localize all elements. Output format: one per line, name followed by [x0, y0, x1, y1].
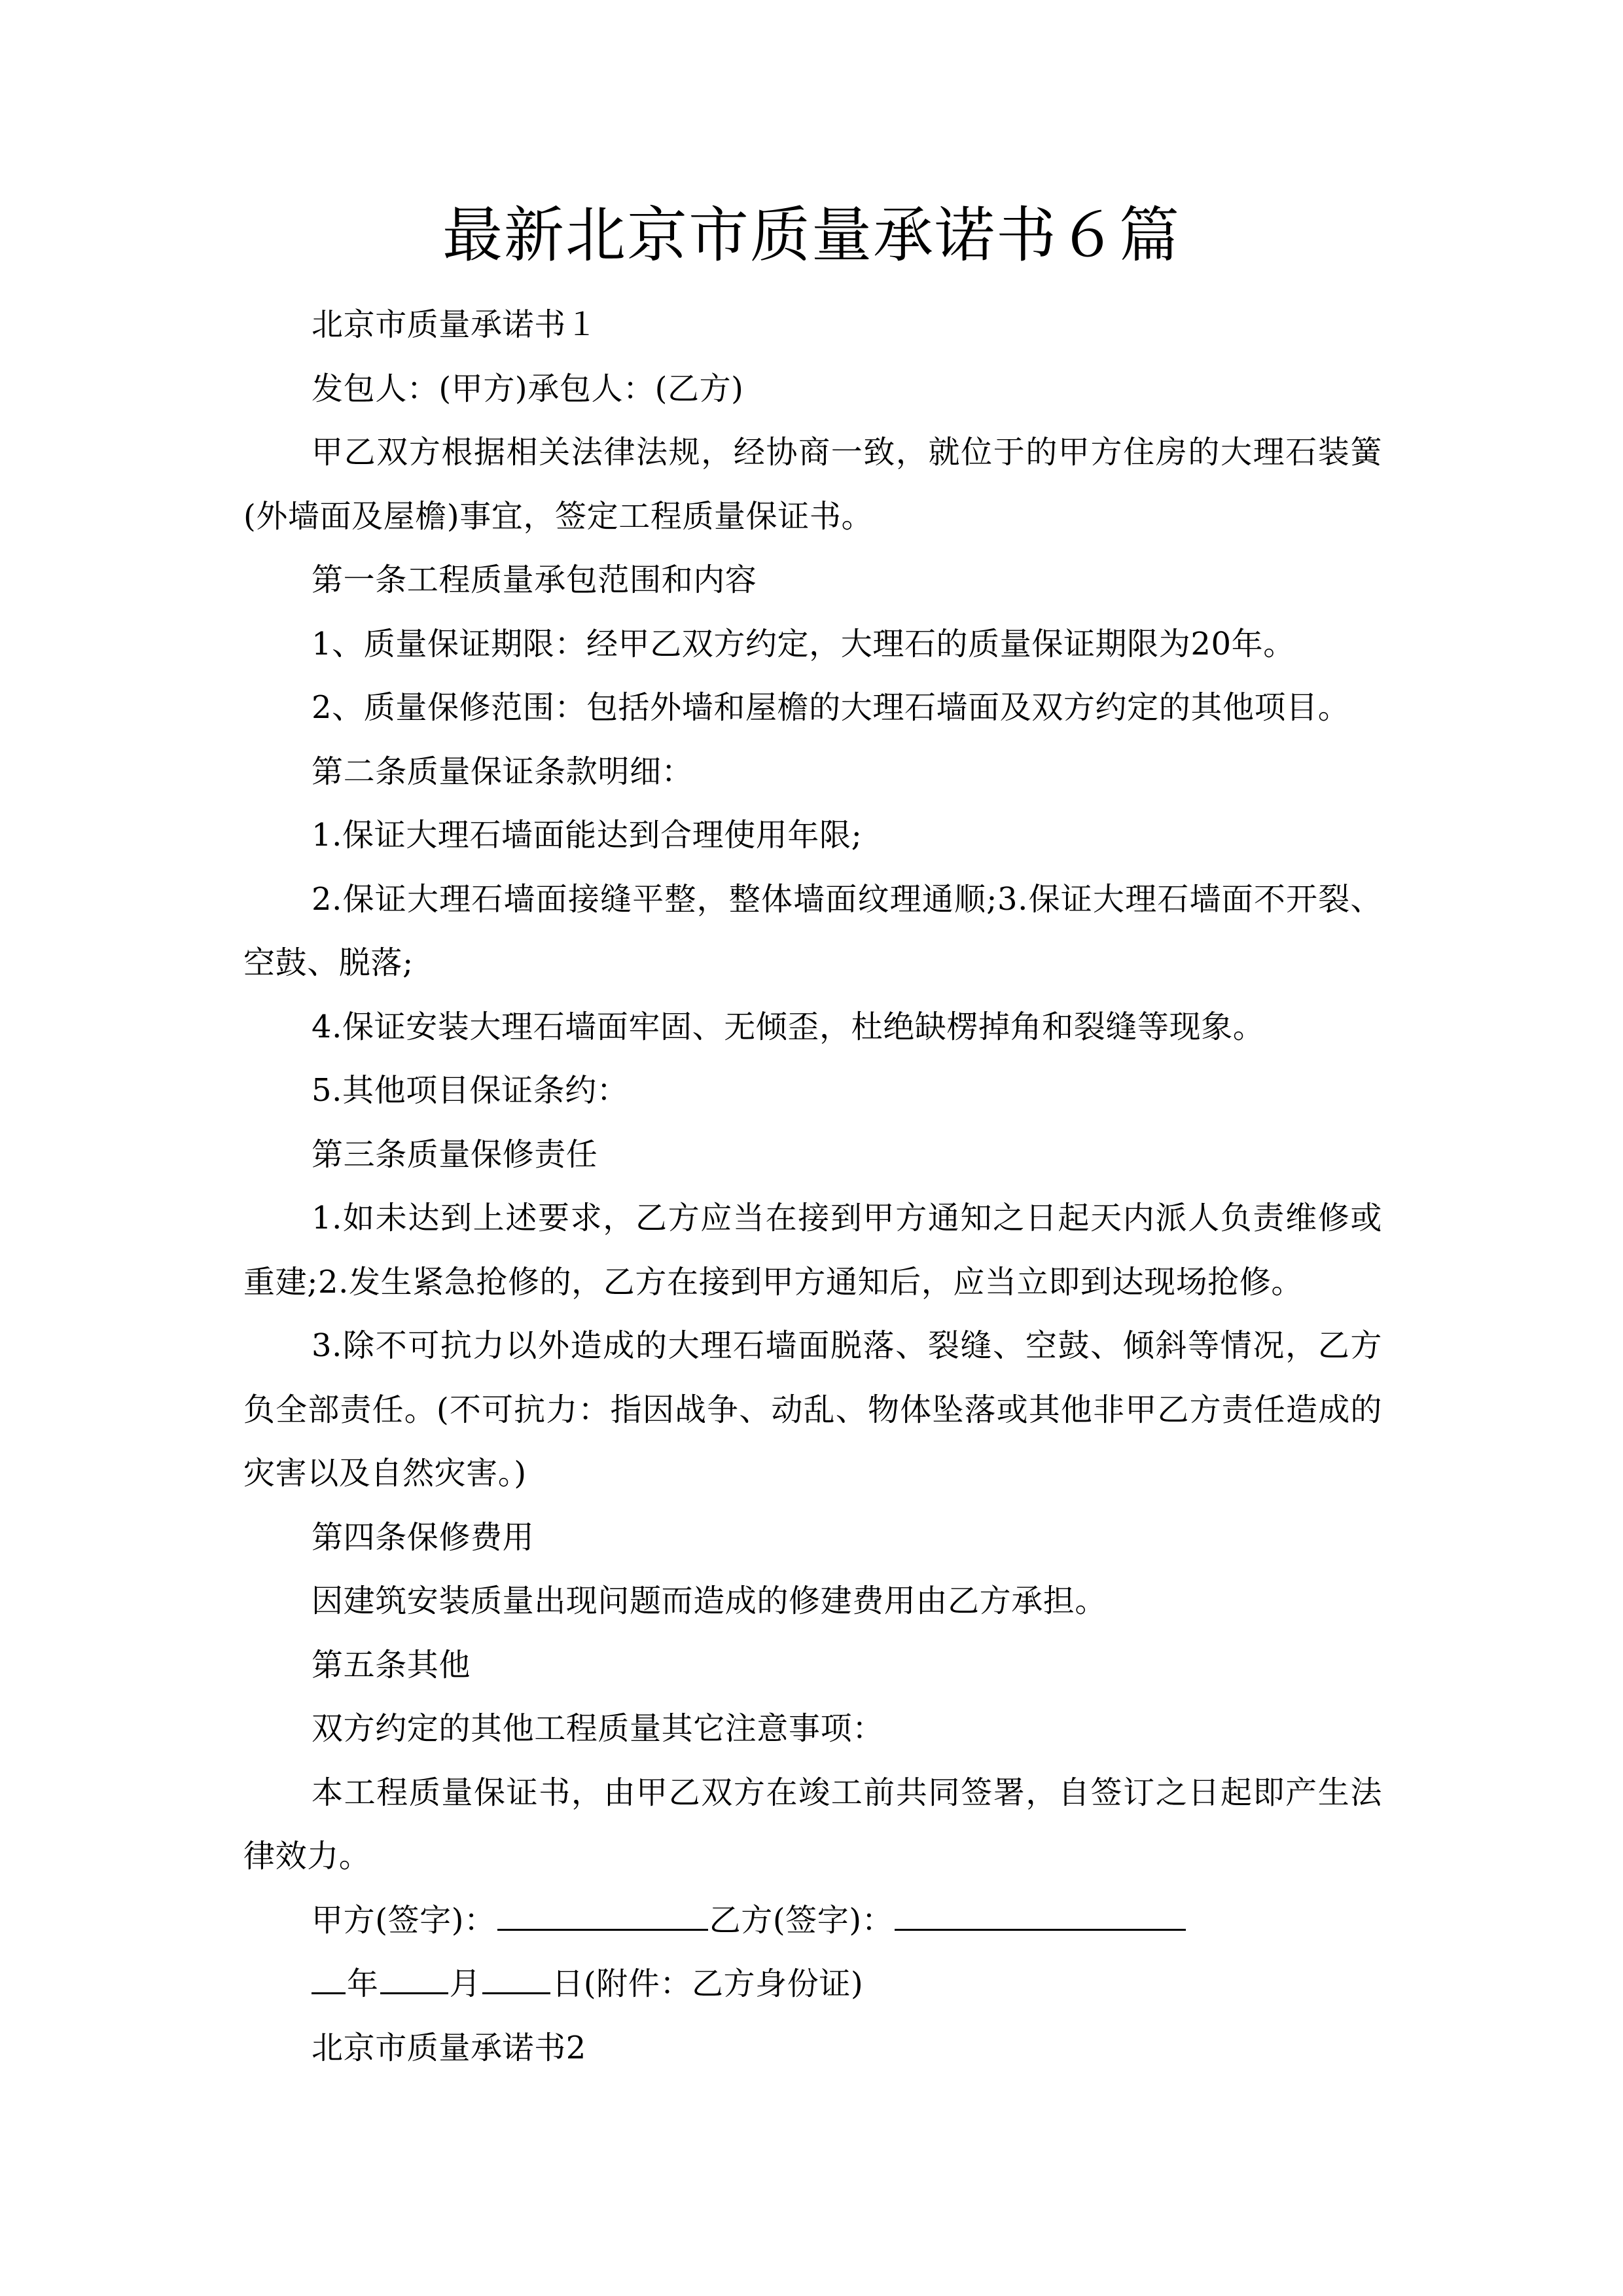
- month-label: 月: [449, 1965, 482, 2002]
- month-field[interactable]: [380, 1966, 448, 1994]
- article-3-item-2: 3.除不可抗力以外造成的大理石墙面脱落、裂缝、空鼓、倾斜等情况，乙方负全部责任。(不可抗力：指因战争、动乱、物体坠落或其他非甲乙方责任造成的灾害以及自然灾害。): [243, 1327, 1382, 1492]
- party-a-signature-field[interactable]: [497, 1903, 708, 1931]
- party-a-signature-label: 甲方(签字)：: [312, 1901, 496, 1939]
- article-2-item-1: 1.保证大理石墙面能达到合理使用年限;: [312, 817, 863, 853]
- date-line: [243, 1952, 1382, 2017]
- year-label: 年: [347, 1965, 379, 2002]
- closing-paragraph: 本工程质量保证书，由甲乙双方在竣工前共同签署，自签订之日起即产生法律效力。: [243, 1774, 1382, 1874]
- article-5-heading: 第五条其他: [312, 1646, 471, 1683]
- article-5-body: 双方约定的其他工程质量其它注意事项：: [312, 1710, 884, 1747]
- section-heading-1: 北京市质量承诺书１: [312, 306, 598, 343]
- article-4-body: 因建筑安装质量出现问题而造成的修建费用由乙方承担。: [312, 1583, 1107, 1619]
- year-field[interactable]: [312, 1966, 346, 1994]
- signature-line: [243, 1889, 1382, 1953]
- article-2-heading: 第二条质量保证条款明细：: [312, 753, 694, 790]
- day-field[interactable]: [482, 1966, 550, 1994]
- article-3-item-1: 1.如未达到上述要求，乙方应当在接到甲方通知之日起天内派人负责维修或重建;2.发生紧急抢修的，乙方在接到甲方通知后，应当立即到达现场抢修。: [243, 1200, 1382, 1300]
- parties-line: 发包人：(甲方)承包人：(乙方): [312, 370, 744, 407]
- document-body: [243, 293, 1382, 2080]
- section-heading-2: 北京市质量承诺书2: [312, 2029, 586, 2066]
- document-title: 最新北京市质量承诺书６篇: [442, 200, 1181, 270]
- party-b-signature-field[interactable]: [895, 1903, 1186, 1931]
- article-1-item-2: 2、质量保修范围：包括外墙和屋檐的大理石墙面及双方约定的其他项目。: [312, 689, 1350, 726]
- article-2-item-3: 4.保证安装大理石墙面牢固、无倾歪，杜绝缺楞掉角和裂缝等现象。: [312, 1008, 1265, 1045]
- article-2-item-2: 2.保证大理石墙面接缝平整，整体墙面纹理通顺;3.保证大理石墙面不开裂、空鼓、脱落;: [243, 880, 1382, 981]
- article-1-heading: 第一条工程质量承包范围和内容: [312, 562, 757, 598]
- article-4-heading: 第四条保修费用: [312, 1518, 535, 1556]
- party-b-signature-label: 乙方(签字)：: [709, 1901, 894, 1939]
- article-3-heading: 第三条质量保修责任: [312, 1136, 598, 1173]
- intro-paragraph: 甲乙双方根据相关法律法规，经协商一致，就位于的甲方住房的大理石装簧(外墙面及屋檐)事宜，签定工程质量保证书。: [243, 434, 1382, 535]
- article-1-item-1: 1、质量保证期限：经甲乙双方约定，大理石的质量保证期限为20年。: [312, 625, 1295, 662]
- article-2-item-4: 5.其他项目保证条约：: [312, 1072, 629, 1109]
- day-label: 日(附件：乙方身份证): [552, 1965, 864, 2002]
